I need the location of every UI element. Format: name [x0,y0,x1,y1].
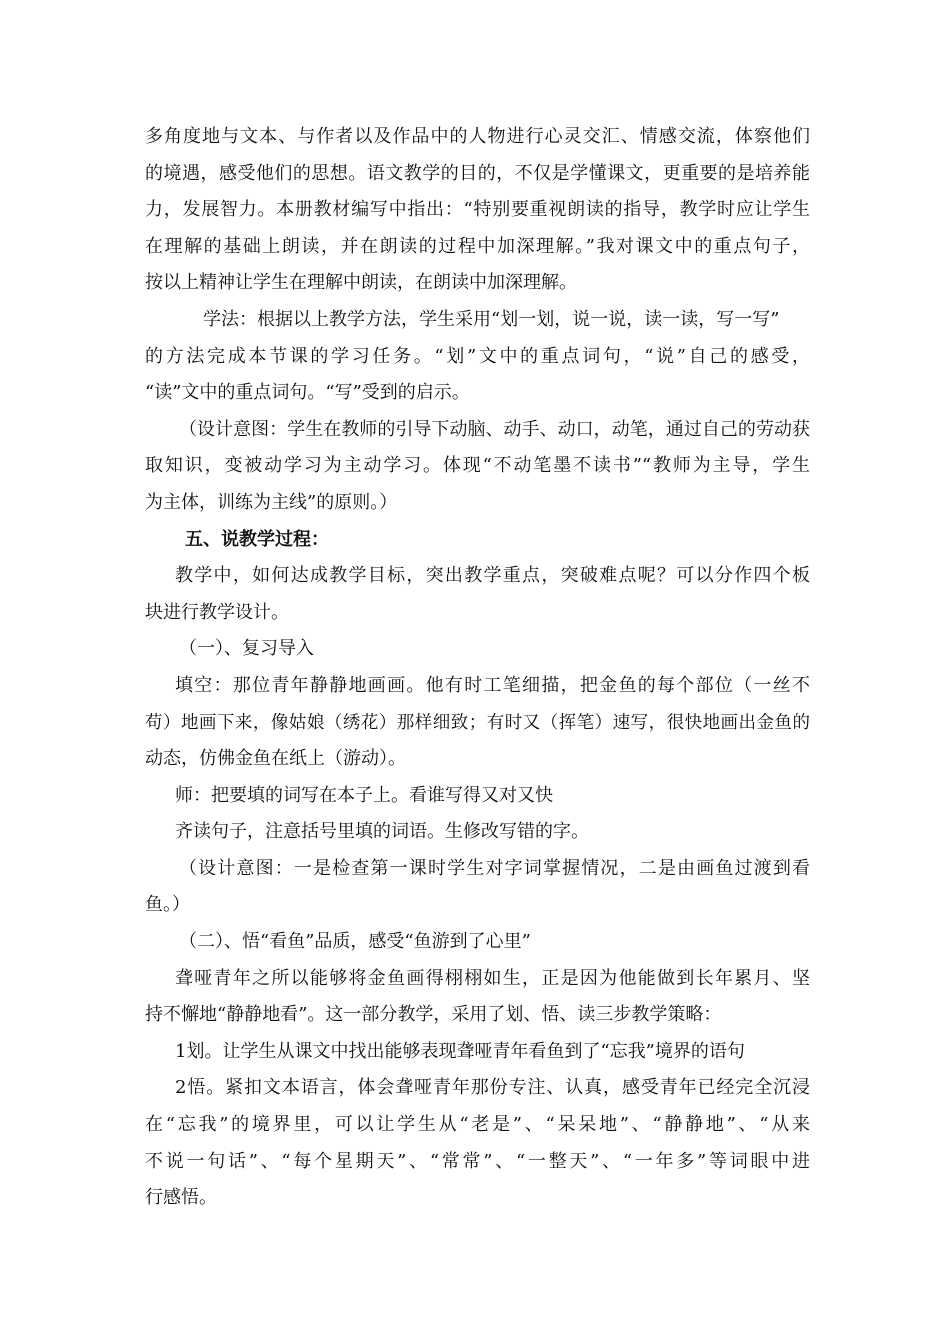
text-line: 按以上精神让学生在理解中朗读，在朗读中加深理解。 [145,272,577,294]
text-line: 不说一句话”、“每个星期天”、“常常”、“一整天”、“一年多”等词眼中进 [145,1150,810,1172]
text-line: 持不懈地“静静地看”。这一部分教学，采用了划、悟、读三步教学策略： [145,1004,722,1026]
text-line: “读”文中的重点词句。“写”受到的启示。 [145,382,470,404]
paragraph-start: 学法：根据以上教学方法，学生采用“划一划，说一说，读一读，写一写” [203,308,780,330]
text-line: 多角度地与文本、与作者以及作品中的人物进行心灵交汇、情感交流，体察他们 [145,126,810,147]
paragraph-start: 教学中，如何达成教学目标，突出教学重点，突破难点呢？可以分作四个板 [175,565,810,587]
paragraph-start: 齐读句子，注意括号里填的词语。生修改写错的字。 [175,821,589,843]
text-line: 苟）地画下来，像姑娘（绣花）那样细致；有时又（挥笔）速写，很快地画出金鱼的 [145,712,810,733]
section-heading: 五、说教学过程： [185,528,329,550]
text-line: 的境遇，感受他们的思想。语文教学的目的，不仅是学懂课文，更重要的是培养能 [145,162,810,184]
text-line: 的方法完成本节课的学习任务。“划”文中的重点词句，“说”自己的感受， [145,345,810,367]
body-text [145,119,810,1217]
text-line: 行感悟。 [145,1187,217,1209]
text-line: 动态，仿佛金鱼在纸上（游动）。 [145,748,406,770]
text-line: 鱼。） [145,894,190,916]
text-line: 力，发展智力。本册教材编写中指出：“特别要重视朗读的指导，教学时应让学生 [145,199,810,221]
design-intent-note: （设计意图：学生在教师的引导下动脑、动手、动口，动笔，通过自己的劳动获 [179,418,810,440]
paragraph-start: 师：把要填的词写在本子上。看谁写得又对又快 [175,784,553,806]
paragraph-start: 填空：那位青年静静地画画。他有时工笔细描，把金鱼的每个部位（一丝不 [175,674,810,696]
text-line: 取知识，变被动学习为主动学习。体现“不动笔墨不读书”“教师为主导，学生 [145,455,810,477]
text-line: 在“忘我”的境界里，可以让学生从“老是”、“呆呆地”、“静静地”、“从来 [145,1114,810,1136]
paragraph-start: 聋哑青年之所以能够将金鱼画得栩栩如生，正是因为他能做到长年累月、坚 [175,967,810,989]
subsection-heading: （二）、悟“看鱼”品质，感受“鱼游到了心里” [179,931,531,953]
design-intent-note: （设计意图：一是检查第一课时学生对字词掌握情况，二是由画鱼过渡到看 [179,857,810,879]
text-line: 在理解的基础上朗读，并在朗读的过程中加深理解。”我对课文中的重点句子， [145,235,810,257]
paragraph-start: 2悟。紧扣文本语言，体会聋哑青年那份专注、认真，感受青年已经完全沉浸 [175,1077,810,1099]
text-line: 为主体，训练为主线”的原则。） [145,491,398,513]
subsection-heading: （一）、复习导入 [179,638,314,660]
text-line: 块进行教学设计。 [145,601,289,623]
paragraph-start: 1划。让学生从课文中找出能够表现聋哑青年看鱼到了“忘我”境界的语句 [175,1040,745,1062]
